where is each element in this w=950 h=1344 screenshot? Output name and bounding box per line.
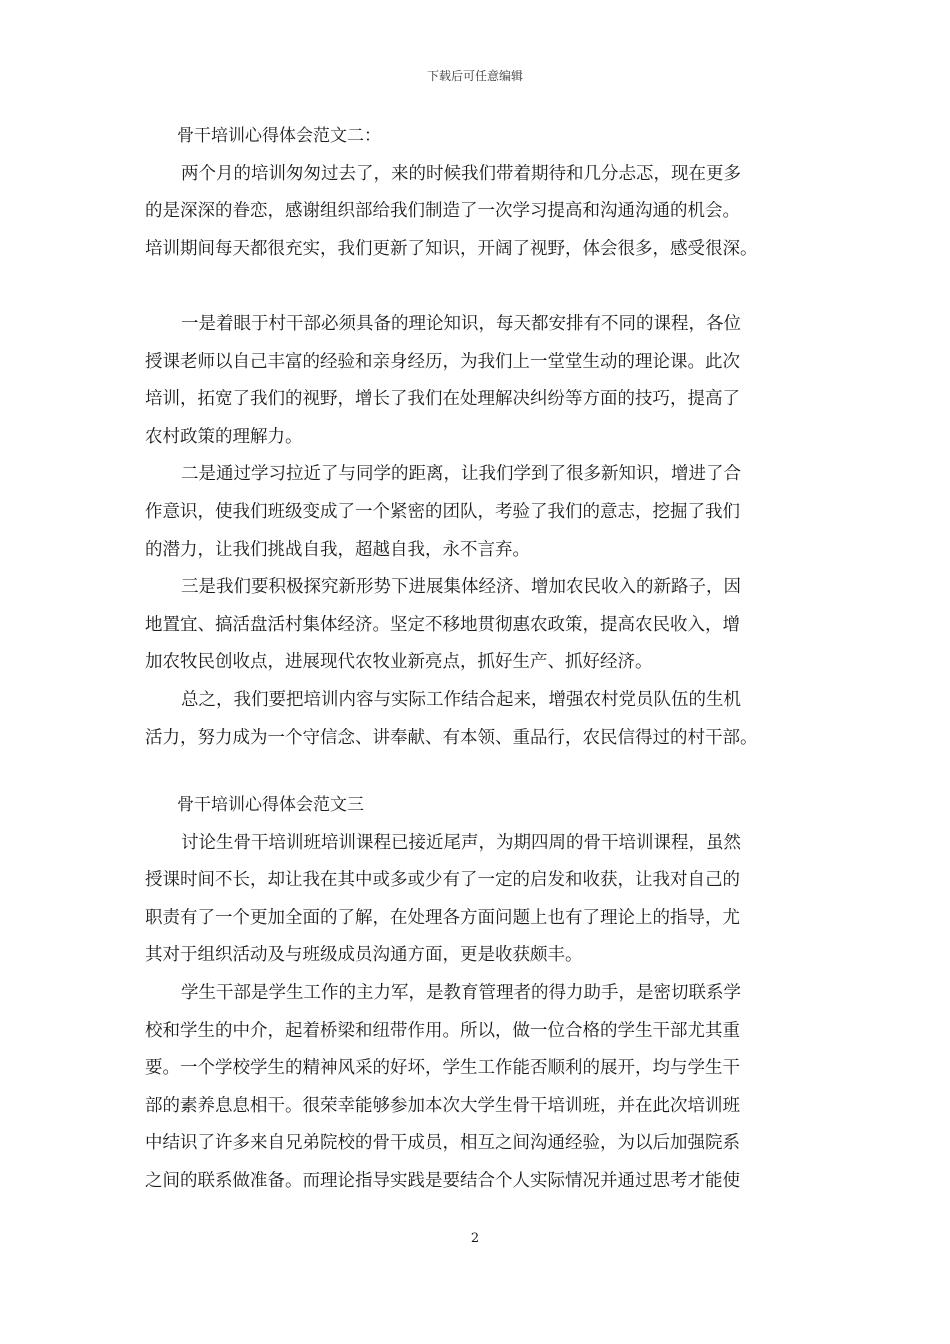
paragraph (145, 156, 807, 269)
text-line: 作意识，使我们班级变成了一个紧密的团队，考验了我们的意志，挖掘了我们 (145, 501, 740, 522)
paragraph-spacer (145, 268, 807, 306)
document-body (145, 118, 807, 1201)
page-number: 2 (470, 1231, 480, 1246)
text-line: 两个月的培训匆匆过去了，来的时候我们带着期待和几分忐忑，现在更多 (181, 163, 741, 184)
text-line: 授课老师以自己丰富的经验和亲身经历，为我们上一堂堂生动的理论课。此次 (145, 351, 740, 372)
text-line: 校和学生的中介，起着桥梁和纽带作用。所以，做一位合格的学生干部尤其重 (145, 1020, 740, 1041)
text-line: 农村政策的理解力。 (145, 426, 303, 447)
text-line: 地置宜、搞活盘活村集体经济。坚定不移地贯彻惠农政策，提高农民收入，增 (145, 614, 740, 635)
page-header: 下载后可任意编辑 (426, 69, 523, 83)
text-line: 加农牧民创收点，进展现代农牧业新亮点，抓好生产、抓好经济。 (145, 652, 653, 673)
paragraph (145, 456, 807, 569)
text-line: 之间的联系做准备。而理论指导实践是要结合个人实际情况并通过思考才能使 (145, 1171, 740, 1192)
text-line: 中结识了许多来自兄弟院校的骨干成员，相互之间沟通经验，为以后加强院系 (145, 1133, 740, 1154)
paragraph (145, 569, 807, 682)
text-line: 三是我们要积极探究新形势下进展集体经济、增加农民收入的新路子，因 (181, 577, 741, 598)
section-heading: 骨干培训心得体会范文二： (177, 126, 381, 146)
text-line: 的是深深的眷恋，感谢组织部给我们制造了一次学习提高和沟通沟通的机会。 (145, 201, 740, 222)
paragraph (145, 825, 807, 975)
text-line: 部的素养息息相干。很荣幸能够参加本次大学生骨干培训班，并在此次培训班 (145, 1095, 740, 1116)
section-spacer (145, 757, 807, 787)
text-line: 培训期间每天都很充实，我们更新了知识，开阔了视野，体会很多，感受很深。 (145, 238, 758, 259)
text-line: 职责有了一个更加全面的了解，在处理各方面问题上也有了理论上的指导，尤 (145, 907, 740, 928)
text-line: 培训，拓宽了我们的视野，增长了我们在处理解决纠纷等方面的技巧，提高了 (145, 389, 740, 410)
text-line: 的潜力，让我们挑战自我，超越自我，永不言弃。 (145, 539, 530, 560)
text-line: 一是着眼于村干部必须具备的理论知识，每天都安排有不同的课程，各位 (181, 313, 741, 334)
paragraph (145, 306, 807, 456)
text-line: 活力，努力成为一个守信念、讲奉献、有本领、重品行，农民信得过的村干部。 (145, 727, 758, 748)
paragraph (145, 975, 807, 1201)
text-line: 授课时间不长，却让我在其中或多或少有了一定的启发和收获，让我对自己的 (145, 870, 740, 891)
text-line: 学生干部是学生工作的主力军，是教育管理者的得力助手，是密切联系学 (181, 983, 741, 1004)
text-line: 二是通过学习拉近了与同学的距离，让我们学到了很多新知识，增进了合 (181, 464, 741, 485)
paragraph (145, 682, 807, 757)
text-line: 其对于组织活动及与班级成员沟通方面，更是收获颇丰。 (145, 945, 583, 966)
section-heading: 骨干培训心得体会范文三 (177, 795, 364, 816)
text-line: 讨论生骨干培训班培训课程已接近尾声，为期四周的骨干培训课程，虽然 (181, 832, 741, 853)
text-line: 要。一个学校学生的精神风采的好坏，学生工作能否顺利的展开，均与学生干 (145, 1058, 740, 1079)
text-line: 总之，我们要把培训内容与实际工作结合起来，增强农村党员队伍的生机 (181, 689, 741, 710)
